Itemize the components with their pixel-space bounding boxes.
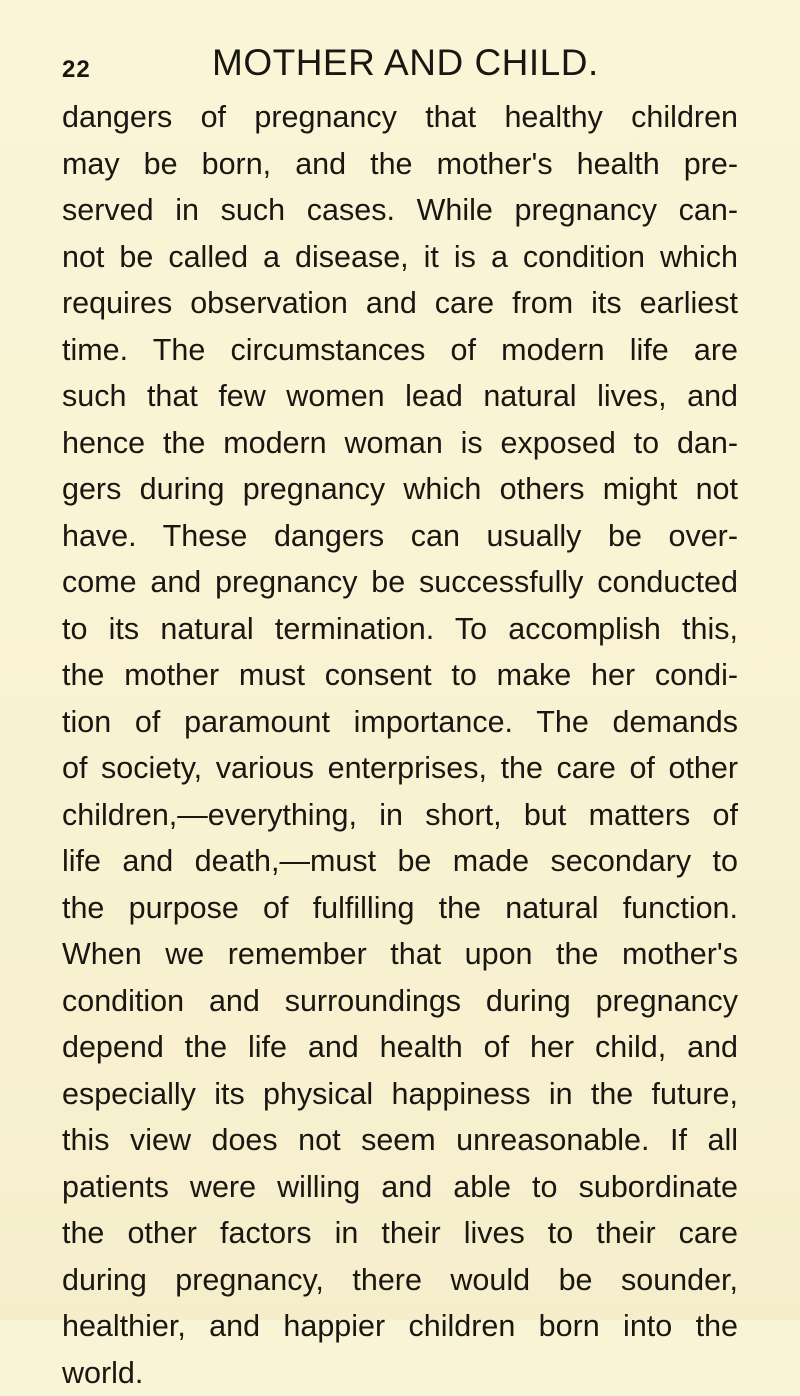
text-line: condition and surroundings during pregnancy xyxy=(62,978,738,1025)
text-line: gers during pregnancy which others might not xyxy=(62,466,738,513)
text-line: the other factors in their lives to their care xyxy=(62,1210,738,1257)
text-line: come and pregnancy be successfully conducted xyxy=(62,559,738,606)
text-line: especially its physical happiness in the future, xyxy=(62,1071,738,1118)
text-line: this view does not seem unreasonable. If all xyxy=(62,1117,738,1164)
running-title: MOTHER AND CHILD. xyxy=(212,42,599,84)
text-line: tion of paramount importance. The demands xyxy=(62,699,738,746)
text-line: time. The circumstances of modern life are xyxy=(62,327,738,374)
text-line: world. xyxy=(62,1350,738,1396)
text-line: to its natural termination. To accomplish this, xyxy=(62,606,738,653)
body-paragraph xyxy=(62,94,738,1396)
text-line: have. These dangers can usually be over- xyxy=(62,513,738,560)
text-line: hence the modern woman is exposed to dan- xyxy=(62,420,738,467)
page-number: 22 xyxy=(62,56,91,84)
text-line: children,—everything, in short, but matters of xyxy=(62,792,738,839)
text-line: When we remember that upon the mother's xyxy=(62,931,738,978)
text-line: requires observation and care from its earliest xyxy=(62,280,738,327)
text-line: healthier, and happier children born into the xyxy=(62,1303,738,1350)
text-line: depend the life and health of her child, and xyxy=(62,1024,738,1071)
running-head xyxy=(62,42,738,92)
text-line: may be born, and the mother's health pre- xyxy=(62,141,738,188)
text-line: not be called a disease, it is a condition which xyxy=(62,234,738,281)
text-line: served in such cases. While pregnancy can- xyxy=(62,187,738,234)
text-line: the mother must consent to make her condi- xyxy=(62,652,738,699)
text-line: the purpose of fulfilling the natural function. xyxy=(62,885,738,932)
text-line: dangers of pregnancy that healthy children xyxy=(62,94,738,141)
text-line: during pregnancy, there would be sounder, xyxy=(62,1257,738,1304)
text-line: such that few women lead natural lives, and xyxy=(62,373,738,420)
text-line: life and death,—must be made secondary to xyxy=(62,838,738,885)
text-line: of society, various enterprises, the care of other xyxy=(62,745,738,792)
text-line: patients were willing and able to subordinate xyxy=(62,1164,738,1211)
